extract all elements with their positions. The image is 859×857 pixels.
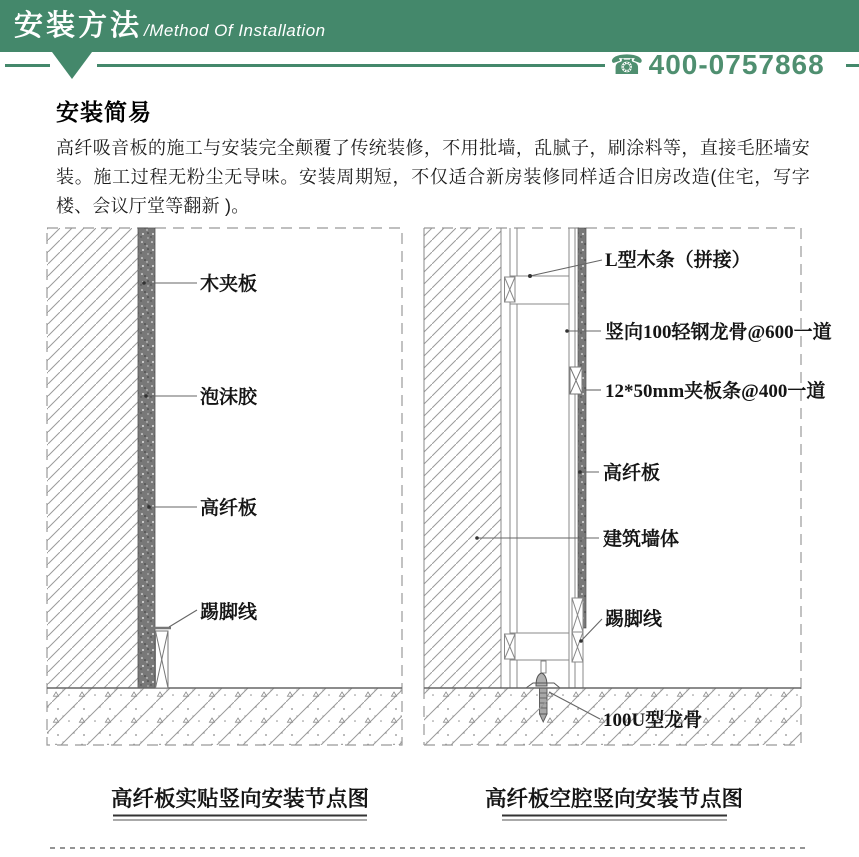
label-skirting: 踢脚线 <box>200 602 258 623</box>
leader-dot <box>475 536 479 540</box>
label-building-wall: 建筑墙体 <box>603 529 680 550</box>
label-plywood: 木夹板 <box>200 274 258 295</box>
label-u-keel: 100U型龙骨 <box>603 710 703 731</box>
banner-title-cn: 安装方法 <box>14 9 143 42</box>
leader-dot <box>565 329 569 333</box>
leader-dot <box>579 639 583 643</box>
label-fiber-board: 高纤板 <box>200 498 258 519</box>
leader-dot <box>578 470 582 474</box>
left-wall-hatch <box>47 228 138 688</box>
label-plywood-batten: 12*50mm夹板条@400一道 <box>605 381 826 402</box>
right-wall-hatch <box>424 228 501 688</box>
phone-number: 400-0757868 <box>648 49 825 80</box>
telephone-icon: ☎ <box>610 49 644 80</box>
diagram-right <box>424 228 832 820</box>
label-foam-glue: 泡沫胶 <box>200 387 258 408</box>
right-caption: 高纤板空腔竖向安装节点图 <box>484 787 744 811</box>
leader-dot <box>147 505 151 509</box>
left-floor <box>47 688 402 745</box>
plywood-batten-block <box>570 367 582 394</box>
label-skirting: 踢脚线 <box>605 609 663 630</box>
intro-paragraph: 高纤吸音板的施工与安装完全颠覆了传统装修，不用批墙，乱腻子，刷涂料等，直接毛胚墙安装。施工过程无粉尘无导味。安装周期短，不仅适合新房装修同样适合旧房改造(住宅，写字楼、会议厅堂等翻新 )。 <box>56 138 810 216</box>
label-fiber-board: 高纤板 <box>603 463 661 484</box>
leader-dot <box>528 274 532 278</box>
label-l-wood-strip: L型木条（拼接） <box>605 250 751 271</box>
section-heading: 安装简易 <box>56 99 152 125</box>
l-wood-strip-assembly <box>505 276 570 304</box>
leader-dot <box>142 281 146 285</box>
diagram-left <box>47 228 402 820</box>
right-fiber-board <box>578 228 586 628</box>
left-caption: 高纤板实贴竖向安装节点图 <box>110 787 370 811</box>
left-fiber-board <box>138 228 155 688</box>
leader-dot <box>144 394 148 398</box>
label-steel-keel: 竖向100轻钢龙骨@600一道 <box>605 322 832 343</box>
banner-title-en: /Method Of Installation <box>144 20 326 40</box>
